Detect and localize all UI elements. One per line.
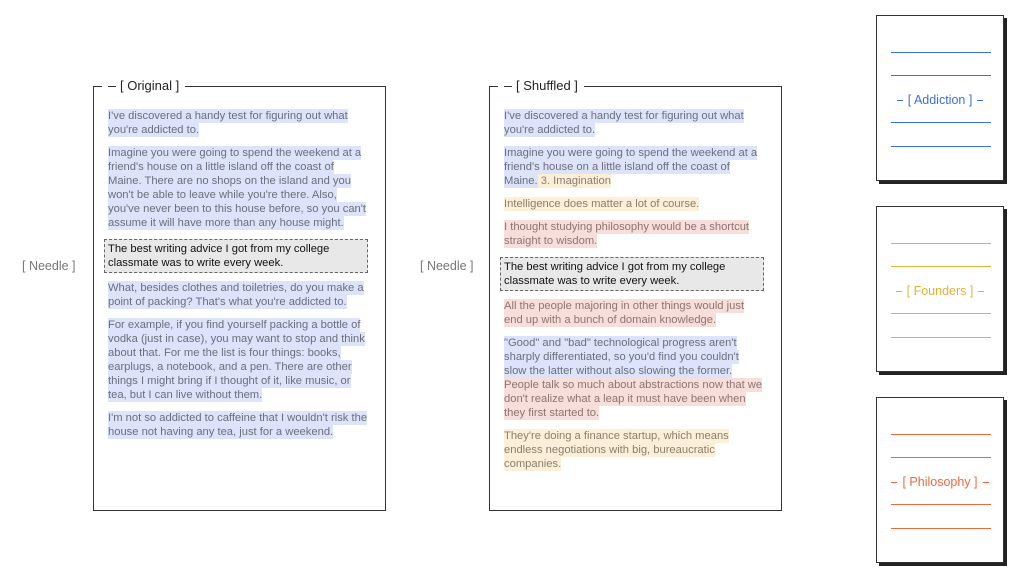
original-p3: What, besides clothes and toiletries, do you make a point of packing? That's what you're addicted to. [108,282,364,308]
doc-addiction [876,15,1004,181]
original-needle: The best writing advice I got from my college classmate was to write every week. [104,239,368,273]
label-text: [ Addiction ] [907,93,973,107]
original-p5: I'm not so addicted to caffeine that I wouldn't risk the house not having any tea, just for a weekend. [108,412,368,438]
shuffled-paragraph-6 [504,336,764,420]
original-paragraph-4 [108,318,368,402]
shuffled-paragraph-7 [504,429,764,471]
doc-label-addiction [877,92,1003,108]
doc-line [891,504,991,505]
doc-line [891,243,991,244]
original-title-text: [ Original ] [120,78,180,93]
shuffled-paragraph-2 [504,146,764,188]
shuffled-p6: "Good" and "bad" technological progress aren't sharply differentiated, so you'd find you couldn't slow the latter without also slowing the former. [504,337,739,377]
label-text: [ Philosophy ] [902,475,978,489]
shuffled-title-text: [ Shuffled ] [516,78,578,93]
shuffled-text [504,109,764,480]
shuffled-panel [489,78,782,511]
title-dash [504,86,512,87]
doc-line [891,266,991,267]
needle-label-shuffled: [ Needle ] [420,259,474,273]
needle-label-original: [ Needle ] [22,259,76,273]
shuffled-paragraph-3 [504,197,764,211]
doc-line [891,457,991,458]
original-p4: For example, if you find yourself packing a bottle of vodka (just in case), you may want to stop and think about that. For me the list is four things: books, earplugs, a notebook, and a pen. There are other things I might bring if I thought of it, like music, or tea, but I can live without them. [108,319,365,401]
original-text [108,109,368,448]
label-dash [896,291,902,292]
doc-label-founders [877,283,1003,299]
doc-line [891,75,991,76]
shuffled-p5: All the people majoring in other things would just end up with a bunch of domain knowledge. [504,300,745,326]
shuffled-paragraph-5 [504,299,764,327]
doc-line [891,52,991,53]
label-dash [983,482,989,483]
shuffled-p3: Intelligence does matter a lot of course. [504,198,700,210]
original-paragraph-1 [108,109,368,137]
shuffled-p2b: 3. Imagination [537,175,611,187]
shuffled-p7: They're doing a finance startup, which means endless negotiations with big, bureaucratic companies. [504,430,729,470]
original-paragraph-5 [108,411,368,439]
shuffled-p4: I thought studying philosophy would be a shortcut straight to wisdom. [504,221,750,247]
label-dash [891,482,897,483]
shuffled-title [498,77,584,95]
original-paragraph-3 [108,281,368,309]
label-dash [978,291,984,292]
doc-philosophy [876,397,1004,563]
label-text: [ Founders ] [906,284,974,298]
doc-line [891,146,991,147]
original-p2: Imagine you were going to spend the weekend at a friend's house on a little island off the coast of Maine. There are no shops on the island and you won't be able to leave while you're there. Also, you've never been to this house before, so you can't assume it will have more than any house might. [108,147,367,229]
label-dash [897,100,903,101]
shuffled-p6b: People talk so much about abstractions now that we don't realize what a leap it must have been when they first started to. [504,379,763,419]
shuffled-paragraph-1 [504,109,764,137]
label-dash [977,100,983,101]
original-title [102,77,185,95]
original-p1: I've discovered a handy test for figuring out what you're addicted to. [108,110,348,136]
shuffled-p1: I've discovered a handy test for figuring out what you're addicted to. [504,110,744,136]
doc-line [891,434,991,435]
title-dash [108,86,116,87]
doc-label-philosophy [877,474,1003,490]
shuffled-needle: The best writing advice I got from my college classmate was to write every week. [500,257,764,291]
doc-line [891,122,991,123]
doc-line [891,337,991,338]
doc-line [891,313,991,314]
shuffled-p2: Imagine you were going to spend the weekend at a friend's house on a little island off the coast of Maine. [504,147,758,187]
original-paragraph-2 [108,146,368,230]
shuffled-paragraph-4 [504,220,764,248]
original-panel [93,78,386,511]
doc-founders [876,206,1004,372]
doc-line [891,528,991,529]
